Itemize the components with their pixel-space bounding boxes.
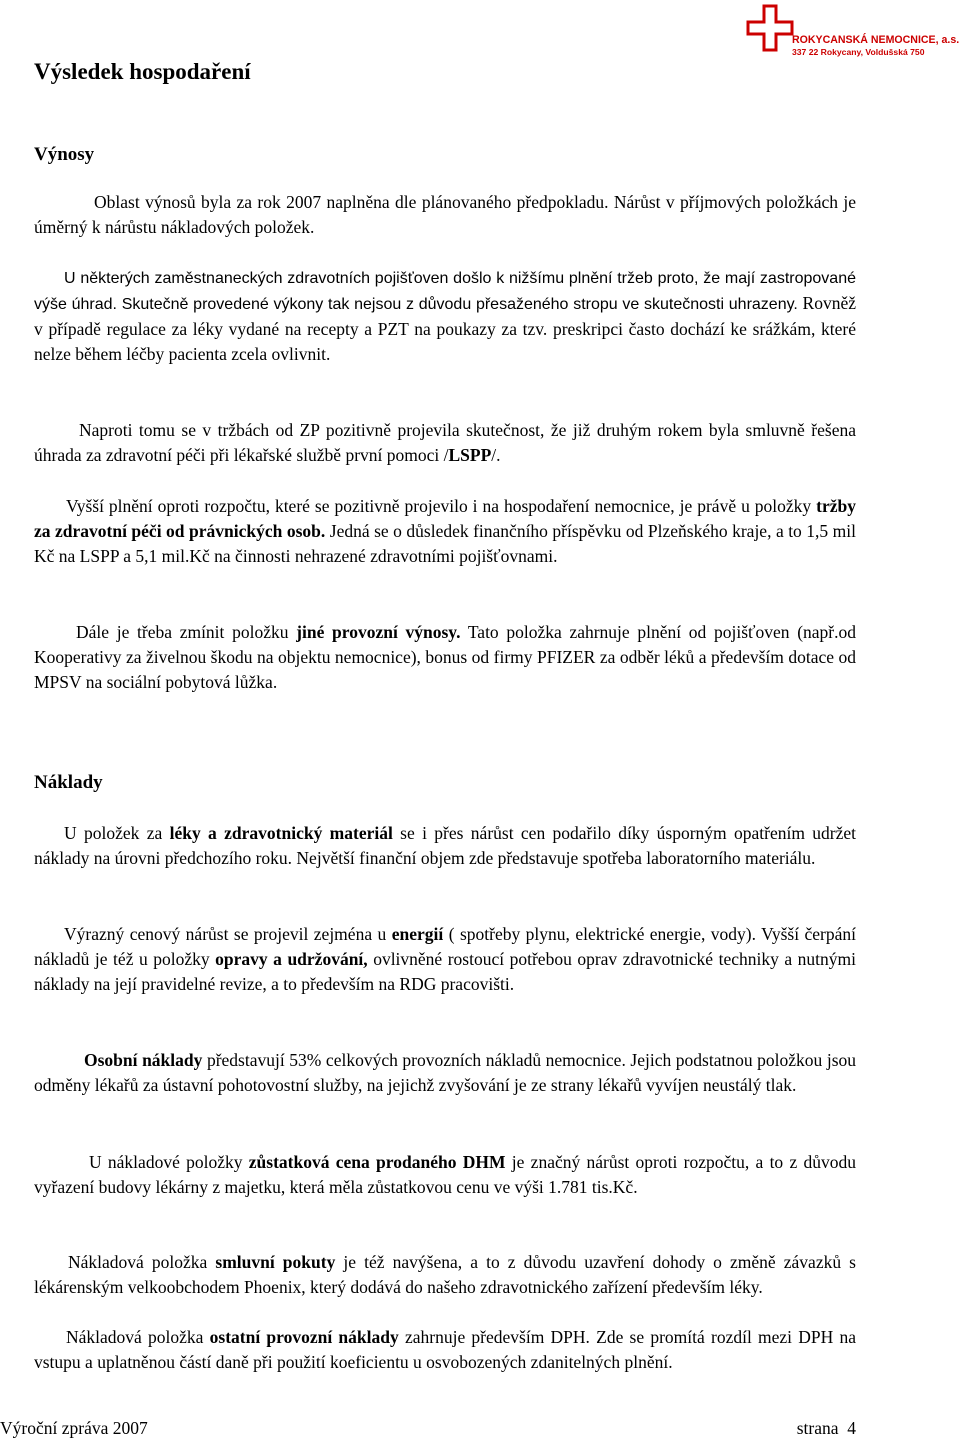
costs-paragraph-6: Nákladová položka ostatní provozní náklady zahrnuje především DPH. Zde se promítá rozdíl mezi DPH na vstupu a uplatněnou částí daně při použití koeficientu u osvobozených zdanitelných plnění.: [34, 1327, 857, 1372]
logo-address: 337 22 Rokycany, Voldušská 750: [792, 47, 925, 57]
revenue-paragraph-2-sans-text: U některých zaměstnaneckých zdravotních pojišťoven došlo k nižšímu plnění tržeb proto, že mají zastropované výše úhrad. Skutečně provedené výkony tak nejsou z důvodu přesaženého stropu ve skutečnosti uhrazeny.: [34, 270, 856, 313]
hospital-logo: [746, 4, 960, 62]
revenue-paragraph-4: Vyšší plnění oproti rozpočtu, které se pozitivně projevilo i na hospodaření nemocnice, je právě u položky tržby za zdravotní péči od právnických osob. Jedná se o důsledek finančního příspěvku od Plzeňského kraje, a to 1,5 mil Kč na LSPP a 5,1 mil.Kč na činnosti nehrazené zdravotními pojišťovnami.: [34, 496, 856, 566]
costs-paragraph-3: Osobní náklady představují 53% celkových provozních nákladů nemocnice. Jejich podstatnou položkou jsou odměny lékařů za ústavní pohotovostní služby, na jejichž zvyšování je ze strany lékařů vyvíjen neustálý tlak.: [34, 1050, 857, 1095]
costs-paragraph-1: U položek za léky a zdravotnický materiál se i přes nárůst cen podařilo díky úsporným opatřením udržet náklady na úrovni předchozího roku. Největší finanční objem zde představuje spotřeba laboratorního materiálu.: [34, 823, 856, 868]
page-title: Výsledek hospodaření: [34, 59, 251, 84]
revenue-paragraph-2: U některých zaměstnaneckých zdravotních pojišťoven došlo k nižšímu plnění tržeb proto, že mají zastropované výše úhrad. Skutečně provedené výkony tak nejsou z důvodu přesaženého stropu ve skutečnosti uhrazeny. Rovněž v případě regulace za léky vydané na recepty a PZT na poukazy za tzv. preskripci často dochází ke srážkám, které nelze během léčby pacienta zcela ovlivnit.: [34, 270, 856, 364]
section-heading-costs: Náklady: [34, 772, 103, 793]
section-heading-revenue: Výnosy: [34, 144, 95, 165]
footer-report-title: Výroční zpráva 2007: [0, 1418, 148, 1438]
red-cross-icon: [746, 4, 794, 52]
footer-page-number: strana 4: [796, 1418, 856, 1438]
costs-paragraph-5: Nákladová položka smluvní pokuty je též navýšena, a to z důvodu uzavření dohody o změně závazků s lékárenským velkoobchodem Phoenix, který dodává do našeho zdravotnického zařízení především léky.: [34, 1252, 856, 1297]
logo-name: ROKYCANSKÁ NEMOCNICE, a.s.: [792, 34, 960, 46]
revenue-paragraph-1: Oblast výnosů byla za rok 2007 naplněna dle plánovaného předpokladu. Nárůst v příjmových položkách je úměrný k nárůstu nákladových položek.: [34, 192, 856, 237]
revenue-paragraph-3: Naproti tomu se v tržbách od ZP pozitivně projevila skutečnost, že již druhým rokem byla smluvně řešena úhrada za zdravotní péči při lékařské službě první pomoci /LSPP/.: [34, 420, 856, 465]
revenue-paragraph-5: Dále je třeba zmínit položku jiné provozní výnosy. Tato položka zahrnuje plnění od pojišťoven (např.od Kooperativy za živelnou škodu na objektu nemocnice), bonus od firmy PFIZER za odběr léků a především dotace od MPSV na sociální pobytová lůžka.: [34, 622, 856, 692]
costs-paragraph-4: U nákladové položky zůstatková cena prodaného DHM je značný nárůst oproti rozpočtu, a to z důvodu vyřazení budovy lékárny z majetku, která měla zůstatkovou cenu ve výši 1.781 tis.Kč.: [34, 1152, 856, 1197]
costs-paragraph-2: Výrazný cenový nárůst se projevil zejména u energií ( spotřeby plynu, elektrické energie, vody). Vyšší čerpání nákladů je též u položky opravy a udržování, ovlivněné rostoucí potřebou oprav zdravotnické techniky a nutnými náklady na její pravidelné revize, a to především na RDG pracovišti.: [34, 924, 856, 994]
